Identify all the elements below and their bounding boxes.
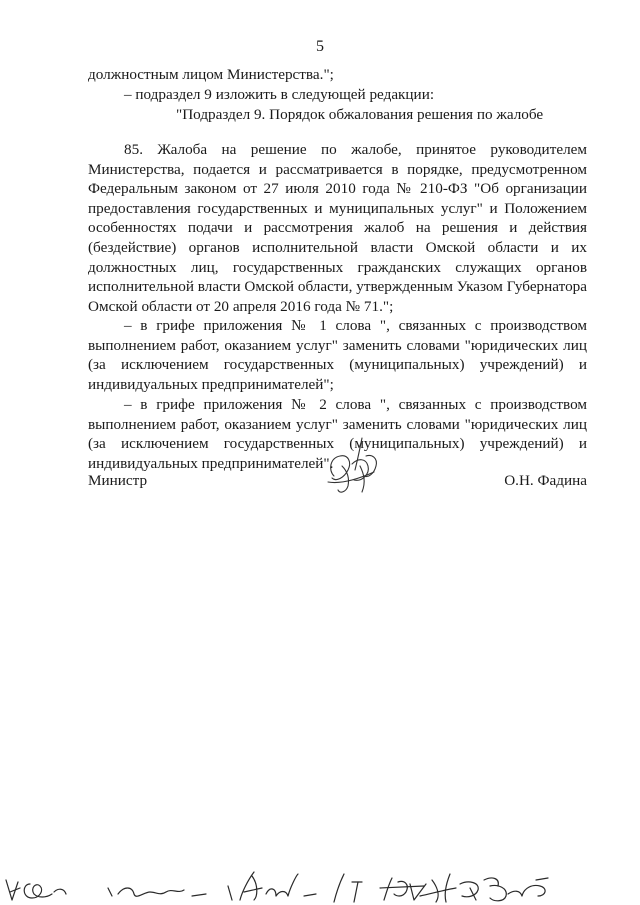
margin-initials [0,866,600,905]
paragraph-line: предоставления государственных и муниципальных услуг" и Положением [88,199,587,217]
signer-position: Министр [88,472,148,489]
handwritten-signature [322,436,388,500]
paragraph-line: (за исключением государственных (муниципальных) учреждений) и [88,435,587,453]
page-number: 5 [316,38,324,55]
paragraph-line: выполнением работ, оказанием услуг" заменить словами "юридических лиц [88,415,587,433]
paragraph-line: индивидуальных предпринимателей"; [88,375,334,393]
subsection-heading: "Подраздел 9. Порядок обжалования решения по жалобе [176,106,544,123]
paragraph-line: (за исключением государственных (муниципальных) учреждений) и [88,356,587,374]
paragraph-line: – в грифе приложения № 1 слова ", связанных с производством [124,317,587,334]
paragraph-line: – в грифе приложения № 2 слова ", связанных с производством [124,396,587,413]
paragraph-line: должностных лиц, государственных гражданских служащих органов [88,258,587,276]
paragraph-line: Федеральным законом от 27 июля 2010 года № 210-ФЗ "Об организации [88,180,587,198]
paragraph-line: 85. Жалоба на решение по жалобе, принятое руководителем [124,141,587,158]
intro-line-1: должностным лицом Министерства."; [88,66,334,83]
signer-name: О.Н. Фадина [504,472,587,489]
paragraph-line: индивидуальных предпринимателей". [88,454,334,472]
amendment-1 [88,316,587,394]
paragraph-line: Омской области от 20 апреля 2016 года № 71."; [88,297,394,315]
paragraph-line: особенностях подачи и рассмотрения жалоб на решения и действия [88,219,587,237]
paragraph-line: Министерства, подается и рассматривается в порядке, предусмотренном [88,160,587,178]
paragraph-line: выполнением работ, оказанием услуг" заменить словами "юридических лиц [88,336,587,354]
intro-line-2: – подраздел 9 изложить в следующей редакции: [124,86,435,103]
paragraph-85 [88,140,587,316]
paragraph-line: (бездействие) органов исполнительной власти Омской области и их [88,238,587,256]
paragraph-line: исполнительной власти Омской области, утвержденным Указом Губернатора [88,278,587,296]
